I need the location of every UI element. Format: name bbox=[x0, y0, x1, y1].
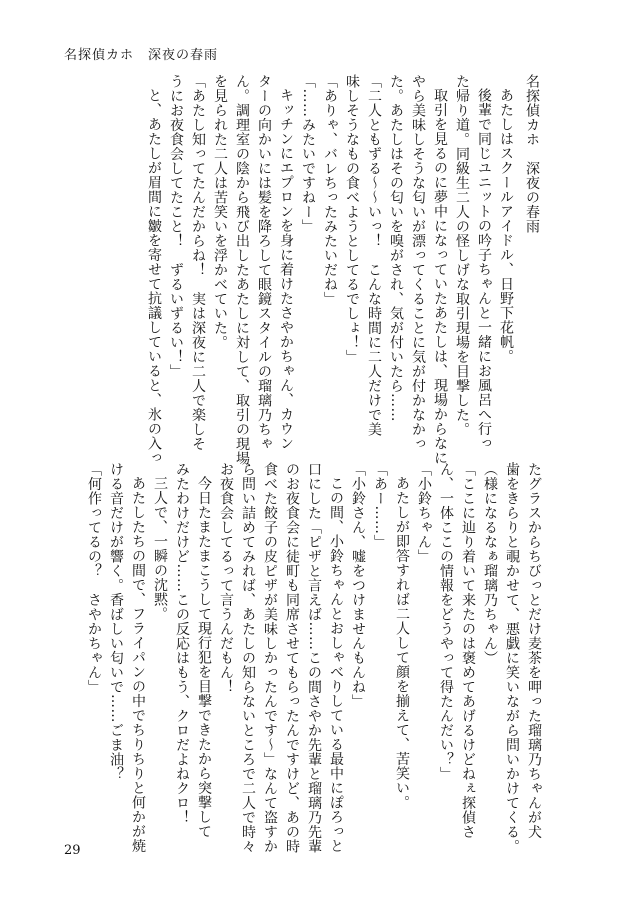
text-line: ける音だけが響く。香ばしい匂いで……ごま油？ bbox=[108, 462, 124, 781]
text-line: た帰り道。同級生二人の怪しげな取引現場を目撃した。 bbox=[454, 74, 470, 437]
text-line: 三人で、一瞬の沈黙。 bbox=[152, 476, 168, 621]
text-line: 「小鈴さん、嘘をつけませんもんね」 bbox=[350, 462, 366, 709]
text-line: ら問い詰めてみれば、あたしの知らないところで二人で時々 bbox=[240, 462, 256, 854]
text-line: ん。調理室の陰から飛び出したあたしに対して、取引の現場 bbox=[234, 74, 250, 466]
text-line: 「二人ともずる〜〜いっ！ こんな時間に二人だけで美 bbox=[366, 74, 382, 437]
text-line: やら美味しそうな匂いが漂ってくることに気が付かなかっ bbox=[410, 74, 426, 451]
text-line: 歯をきらりと覗かせて、悪戯に笑いながら問いかけてくる。 bbox=[504, 462, 520, 854]
text-line: この間、小鈴ちゃんとおしゃべりしている最中にぽろっと bbox=[328, 476, 344, 853]
text-line: あたしが即答すれば二人して顔を揃えて、苦笑い。 bbox=[394, 476, 410, 810]
text-line: ターの向かいには髪を降ろして眼鏡スタイルの瑠璃乃ちゃ bbox=[256, 74, 272, 451]
text-line: あたしたちの間で、フライパンの中でちりちりと何かが焼 bbox=[130, 476, 146, 853]
text-line: 口にした「ピザと言えば……この間さやか先輩と瑠璃乃先輩 bbox=[306, 462, 322, 854]
text-line: のお夜食会に徒町も同席させてもらったんですけど、あの時 bbox=[284, 462, 300, 854]
text-line: 「あたし知ってたんだからね！ 実は深夜に二人で楽しそ bbox=[190, 74, 206, 451]
chapter-title: 名探偵カホ 深夜の春雨 bbox=[524, 74, 540, 234]
text-line: 「ありゃ、バレちったみたいだね」 bbox=[322, 74, 338, 306]
text-line: 「あー……」 bbox=[372, 462, 388, 549]
text-line: 「……みたいですねー」 bbox=[300, 74, 316, 234]
text-line: 取引を見るのに夢中になっていたあたしは、現場からなに bbox=[432, 88, 448, 465]
text-line: お夜食会してるって言うんだもん！ bbox=[218, 462, 234, 694]
running-header: 名探偵カホ 深夜の春雨 bbox=[64, 48, 219, 63]
text-line: みたわけだけど……この反応はもう、クロだよねクロ！ bbox=[174, 462, 190, 825]
text-line: 「何作ってるの？ さやかちゃん」 bbox=[86, 462, 102, 694]
text-line: （様になるなぁ瑠璃乃ちゃん） bbox=[482, 462, 498, 665]
text-line: を見られた二人は苦笑いを浮かべていた。 bbox=[212, 74, 228, 350]
text-line: 食べた餃子の皮ピザが美味しかったんです〜」なんて盗すか bbox=[262, 462, 278, 854]
text-line: ん、一体ここの情報をどうやって得たんだい？」 bbox=[438, 462, 454, 781]
text-line: 「小鈴ちゃん」 bbox=[416, 462, 432, 564]
text-line: た。あたしはその匂いを嗅がされ、気が付いたら…… bbox=[388, 74, 404, 422]
text-line: 「ここに辿り着いて来たのは褒めてあげるけどねぇ探偵さ bbox=[460, 462, 476, 839]
page-number: 29 bbox=[64, 843, 81, 858]
text-line: うにお夜食会してたこと！ ずるいずるい！」 bbox=[168, 74, 184, 379]
text-line: と、あたしが眉間に皺を寄せて抗議していると、氷の入っ bbox=[146, 88, 162, 465]
text-line: 今日たまたまこうして現行犯を目撃できたから突撃して bbox=[196, 476, 212, 839]
body-text-upper bbox=[143, 74, 543, 469]
text-line: 味しそうなもの食べようとしてるでしょ！」 bbox=[344, 74, 360, 364]
text-line: たグラスからちびっとだけ麦茶を呷った瑠璃乃ちゃんが犬 bbox=[526, 462, 542, 839]
body-text-lower bbox=[83, 462, 545, 854]
text-line: キッチンにエプロンを身に着けたさやかちゃん、カウン bbox=[278, 88, 294, 451]
text-line: あたしはスクールアイドル、日野下花帆。 bbox=[498, 88, 514, 364]
text-line: 後輩で同じユニットの吟子ちゃんと一緒にお風呂へ行っ bbox=[476, 88, 492, 451]
